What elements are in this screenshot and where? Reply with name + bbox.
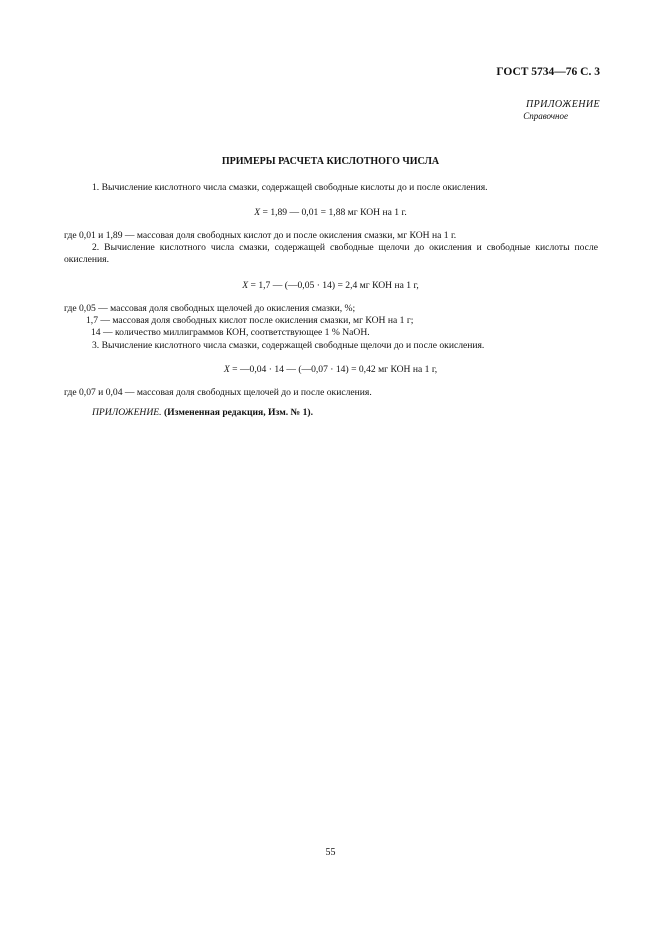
example-3-heading: 3. Вычисление кислотного числа смазки, содержащей свободные щелочи до и после окисления. (92, 340, 485, 351)
amendment-text: (Измененная редакция, Изм. № 1). (161, 407, 313, 418)
formula-expression: = 1,89 — 0,01 = 1,88 мг КОН на 1 г. (260, 207, 407, 218)
example-3-formula (0, 364, 661, 376)
formula-variable: X (223, 364, 230, 375)
appendix-type: Справочное (523, 111, 568, 121)
formula-expression: = 1,7 — (—0,05 · 14) = 2,4 мг КОН на 1 г, (248, 280, 419, 291)
example-2-heading: 2. Вычисление кислотного числа смазки, содержащей свободные щелочи до окисления и свободные кислоты после окисления. (64, 242, 598, 265)
formula-expression: = —0,04 · 14 — (—0,07 · 14) = 0,42 мг КОН на 1 г, (229, 364, 438, 375)
example-2-where-3: 14 — количество миллиграммов КОН, соответствующее 1 % NaOH. (91, 327, 370, 338)
amendment-note (92, 407, 313, 419)
example-1-where: где 0,01 и 1,89 — массовая доля свободных кислот до и после окисления смазки, мг КОН на 1 г. (64, 230, 457, 241)
example-2-formula (0, 280, 661, 292)
example-1-heading: 1. Вычисление кислотного числа смазки, содержащей свободные кислоты до и после окисления. (92, 182, 488, 193)
example-2-where-1: где 0,05 — массовая доля свободных щелочей до окисления смазки, %; (64, 303, 356, 314)
example-3-where: где 0,07 и 0,04 — массовая доля свободных щелочей до и после окисления. (64, 387, 372, 398)
appendix-label: ПРИЛОЖЕНИЕ (526, 99, 600, 110)
formula-variable: X (254, 207, 261, 218)
example-2-where-2: 1,7 — массовая доля свободных кислот после окисления смазки, мг КОН на 1 г; (86, 315, 414, 326)
amendment-label: ПРИЛОЖЕНИЕ. (92, 407, 162, 418)
formula-variable: X (242, 280, 249, 291)
page-number: 55 (325, 847, 336, 858)
standard-header: ГОСТ 5734—76 С. 3 (496, 66, 600, 78)
example-1-formula (0, 207, 661, 219)
section-title: ПРИМЕРЫ РАСЧЕТА КИСЛОТНОГО ЧИСЛА (221, 156, 440, 167)
